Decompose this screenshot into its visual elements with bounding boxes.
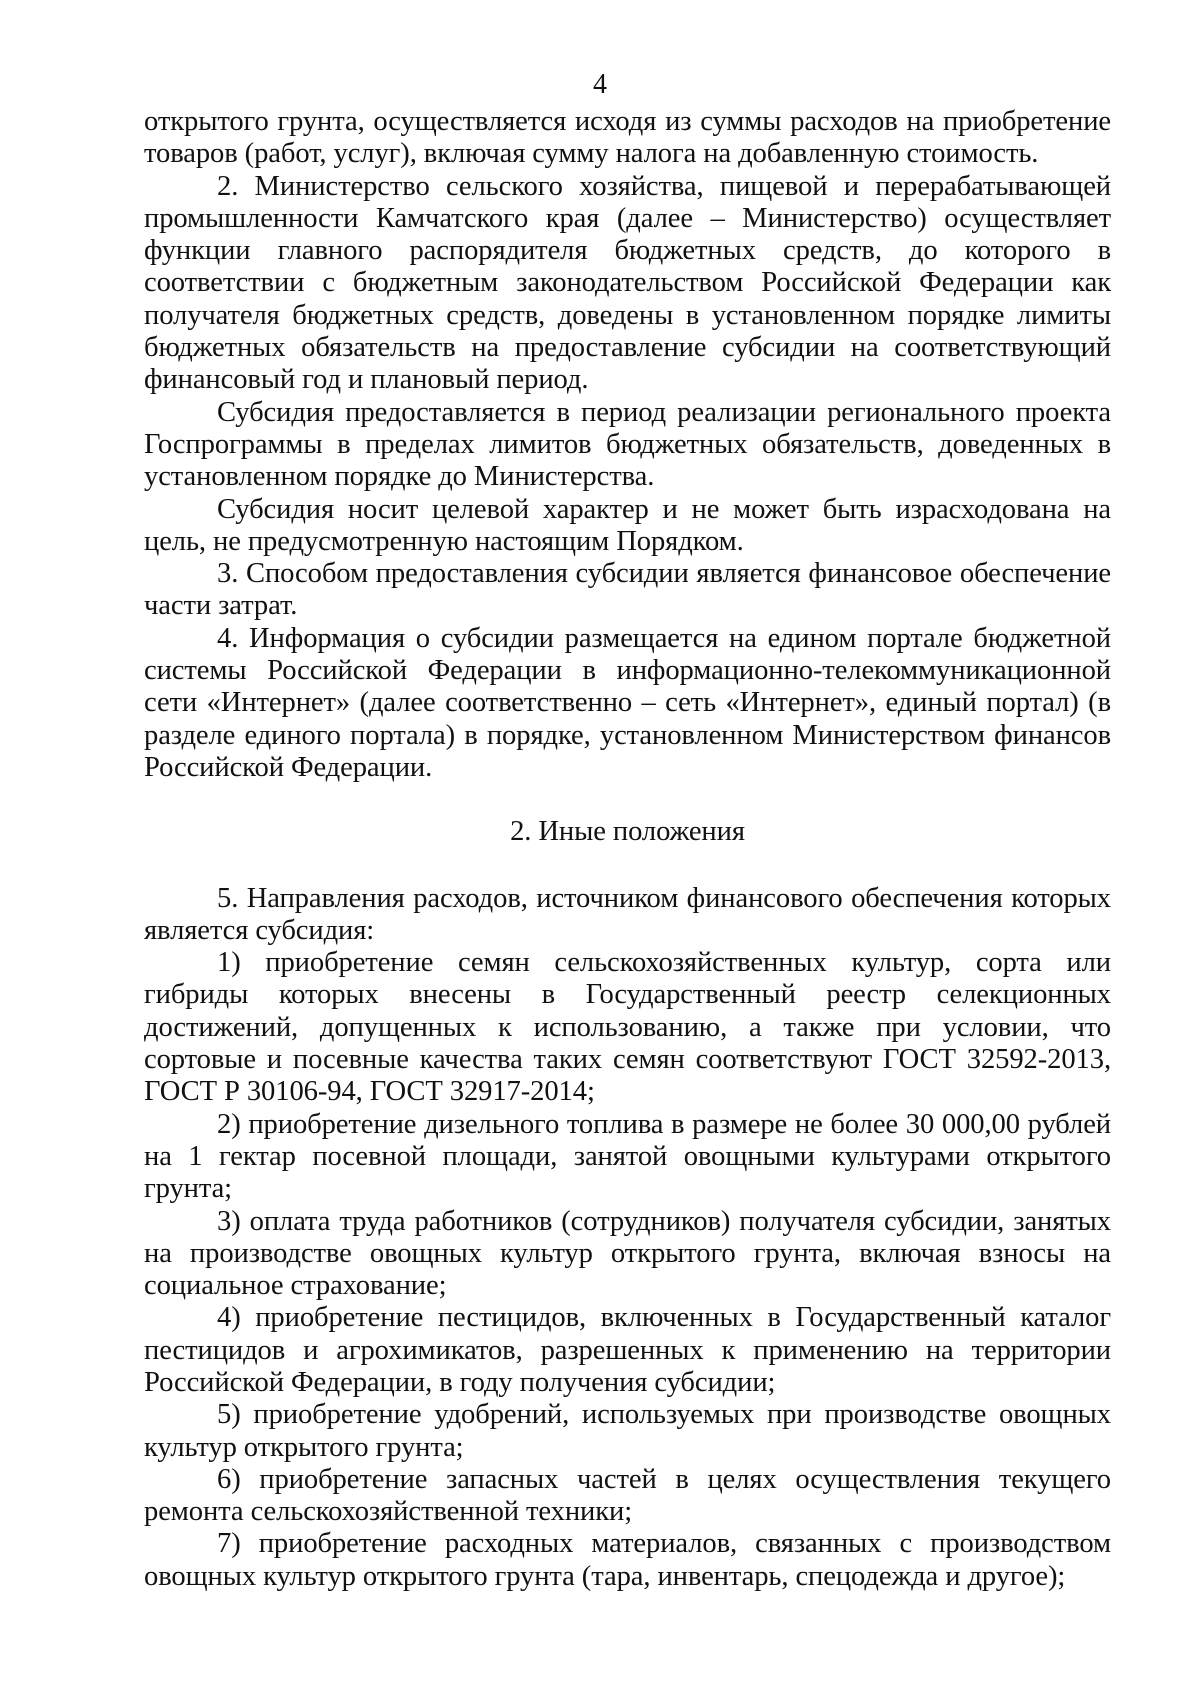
list-item-2: 2) приобретение дизельного топлива в размере не более 30 000,00 рублей на 1 гектар посевной площади, занятой овощными культурами открытого грунта; <box>144 1108 1111 1205</box>
list-item-6: 6) приобретение запасных частей в целях осуществления текущего ремонта сельскохозяйственной техники; <box>144 1463 1111 1528</box>
paragraph-item-3: 3. Способом предоставления субсидии является финансовое обеспечение части затрат. <box>144 558 1111 622</box>
list-item-1: 1) приобретение семян сельскохозяйственных культур, сорта или гибриды которых внесены в Государственный реестр селекционных достижений, допущенных к использованию, а также при условии, что сортовые и посевные качества таких семян соответствуют ГОСТ 32592-2013, ГОСТ Р 30106-94, ГОСТ 32917-2014; <box>144 947 1111 1108</box>
list-item-7: 7) приобретение расходных материалов, связанных с производством овощных культур открытого грунта (тара, инвентарь, спецодежда и другое); <box>144 1528 1111 1592</box>
list-item-5: 5) приобретение удобрений, используемых при производстве овощных культур открытого грунта; <box>144 1399 1111 1463</box>
page-number: 4 <box>593 69 607 100</box>
section-heading: 2. Иные положения <box>510 816 745 848</box>
paragraph-continuation: открытого грунта, осуществляется исходя из суммы расходов на приобретение товаров (работ, услуг), включая сумму налога на добавленную стоимость. <box>144 106 1111 170</box>
paragraph-subsidy-period: Субсидия предоставляется в период реализации регионального проекта Госпрограммы в пределах лимитов бюджетных обязательств, доведенных в установленном порядке до Министерства. <box>144 396 1111 493</box>
paragraph-subsidy-purpose: Субсидия носит целевой характер и не может быть израсходована на цель, не предусмотренную настоящим Порядком. <box>144 493 1111 557</box>
document-body <box>144 106 1111 1593</box>
list-item-4: 4) приобретение пестицидов, включенных в Государственный каталог пестицидов и агрохимикатов, разрешенных к применению на территории Российской Федерации, в году получения субсидии; <box>144 1302 1111 1398</box>
paragraph-item-5: 5. Направления расходов, источником финансового обеспечения которых является субсидия: <box>144 882 1111 946</box>
paragraph-item-4: 4. Информация о субсидии размещается на едином портале бюджетной системы Российской Федерации в информационно-телекоммуникационной сети «Интернет» (далее соответственно – сеть «Интернет», единый портал) (в разделе единого портала) в порядке, установленном Министерством финансов Российской Федерации. <box>144 622 1111 783</box>
list-item-3: 3) оплата труда работников (сотрудников) получателя субсидии, занятых на производстве овощных культур открытого грунта, включая взносы на социальное страхование; <box>144 1205 1111 1302</box>
paragraph-item-2: 2. Министерство сельского хозяйства, пищевой и перерабатывающей промышленности Камчатского края (далее – Министерство) осуществляет функции главного распорядителя бюджетных средств, до которого в соответствии с бюджетным законодательством Российской Федерации как получателя бюджетных средств, доведены в установленном порядке лимиты бюджетных обязательств на предоставление субсидии на соответствующий финансовый год и плановый период. <box>144 170 1111 396</box>
